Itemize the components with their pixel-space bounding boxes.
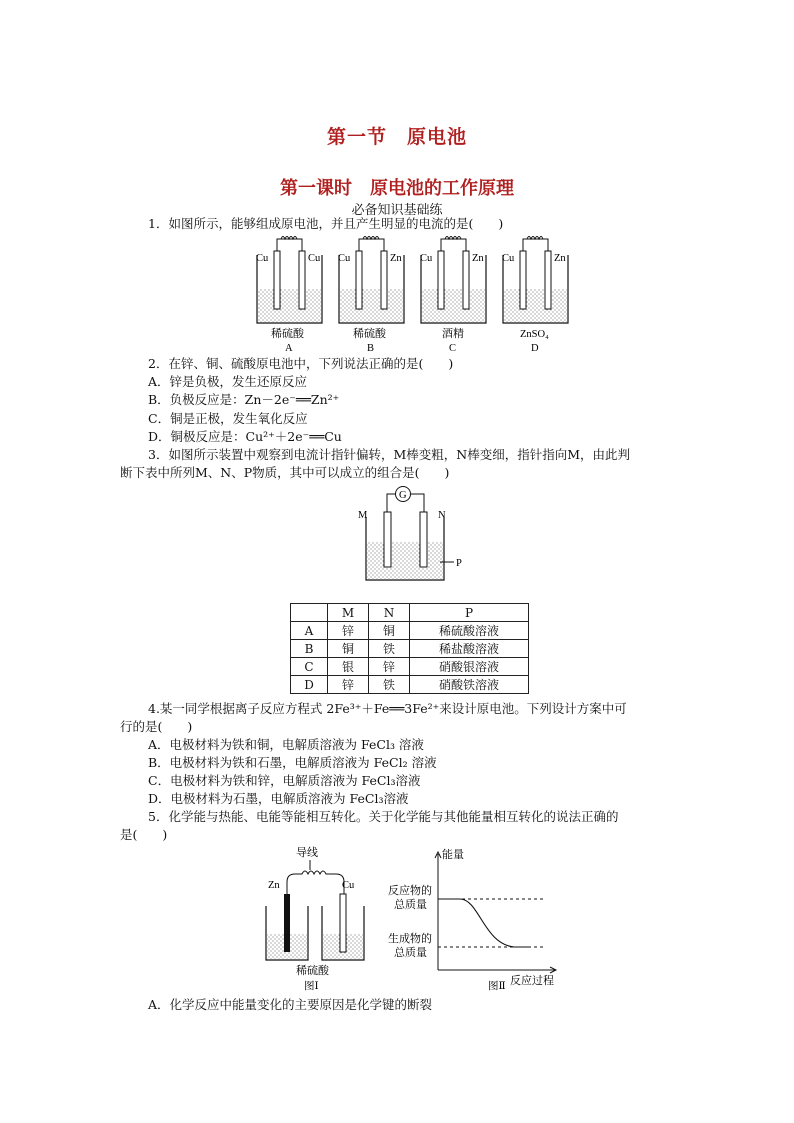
- product-label-1: 生成物的: [388, 932, 432, 945]
- reactant-label-1: 反应物的: [388, 884, 432, 897]
- energy-curve: [438, 899, 528, 947]
- q2-option-c: C．铜是正极，发生氧化反应: [148, 411, 308, 426]
- table-cell: 锌: [369, 658, 410, 676]
- q5-stem-line2: 是( ): [120, 827, 168, 842]
- solution-p-label: P: [456, 558, 462, 569]
- table-cell: 铜: [328, 640, 369, 658]
- q3-stem-line1: 3．如图所示装置中观察到电流计指针偏转，M棒变粗，N棒变细，指针指向M，由此判: [148, 447, 630, 462]
- wire-label: 导线: [296, 846, 318, 859]
- q4-option-d: D．电极材料为石墨，电解质溶液为 FeCl₃溶液: [148, 791, 409, 806]
- q3-figure: [352, 482, 472, 584]
- beaker-a-letter: A: [285, 343, 293, 354]
- table-cell: 银: [328, 658, 369, 676]
- product-label-2: 总质量: [394, 946, 427, 959]
- fig1-zn-label: Zn: [268, 880, 280, 891]
- lesson-title: 第一课时 原电池的工作原理: [280, 178, 514, 199]
- table-cell: 稀盐酸溶液: [410, 640, 529, 658]
- beaker-d-left-electrode: Cu: [502, 253, 515, 264]
- beaker-b-right-electrode: Zn: [390, 253, 402, 264]
- beaker-c-left-electrode: Cu: [420, 253, 433, 264]
- q1-stem: 1．如图所示，能够组成原电池，并且产生明显的电流的是( ): [148, 216, 504, 231]
- table-header-row: [291, 604, 529, 622]
- beaker-a: [256, 237, 322, 355]
- table-cell: A: [291, 622, 328, 640]
- table-cell: 硝酸银溶液: [410, 658, 529, 676]
- table-row: [291, 676, 529, 694]
- q5-stem-line1: 5．化学能与热能、电能等能相互转化。关于化学能与其他能量相互转化的说法正确的: [148, 809, 619, 824]
- q5-figure-1: [262, 842, 382, 994]
- q5-figure-2-energy-chart: [384, 842, 570, 994]
- beaker-c: [420, 237, 486, 355]
- table-header-cell: N: [369, 604, 410, 622]
- q5-option-a: A．化学反应中能量变化的主要原因是化学键的断裂: [148, 997, 433, 1012]
- chapter-title: 第一节 原电池: [326, 126, 467, 148]
- beaker-b-letter: B: [367, 343, 375, 354]
- reactant-label-2: 总质量: [394, 898, 427, 911]
- table-header-cell: [291, 604, 328, 622]
- table-cell: 锌: [328, 676, 369, 694]
- table-row: [291, 658, 529, 676]
- table-cell: B: [291, 640, 328, 658]
- table-cell: 锌: [328, 622, 369, 640]
- q4-stem-line1: 4.某一同学根据离子反应方程式 2Fe³⁺＋Fe══3Fe²⁺来设计原电池。下列设计方案中可: [148, 701, 627, 716]
- beaker-b: [338, 237, 404, 355]
- beaker-c-right-electrode: Zn: [472, 253, 484, 264]
- q4-option-a: A．电极材料为铁和铜，电解质溶液为 FeCl₃ 溶液: [148, 737, 424, 752]
- table-row: [291, 640, 529, 658]
- table-cell: 铁: [369, 640, 410, 658]
- beaker-a-right-electrode: Cu: [308, 253, 321, 264]
- q3-table: [290, 603, 529, 694]
- table-cell: D: [291, 676, 328, 694]
- q4-option-b: B．电极材料为铁和石墨，电解质溶液为 FeCl₂ 溶液: [148, 755, 437, 770]
- beaker-d-right-electrode: Zn: [554, 253, 566, 264]
- table-cell: 铁: [369, 676, 410, 694]
- section-heading: 必备知识基础练: [351, 203, 443, 218]
- x-axis-label: 反应过程: [510, 974, 554, 987]
- energy-axis-label: 能量: [442, 848, 464, 861]
- q4-stem-line2: 行的是( ): [120, 719, 193, 734]
- q2-option-a: A．锌是负极，发生还原反应: [148, 374, 308, 389]
- table-header-cell: M: [328, 604, 369, 622]
- beaker-a-solution: 稀硫酸: [271, 327, 304, 340]
- beaker-a-left-electrode: Cu: [256, 253, 269, 264]
- q1-figure: [252, 233, 564, 355]
- table-header-cell: P: [410, 604, 529, 622]
- table-cell: 硝酸铁溶液: [410, 676, 529, 694]
- electrode-m-label: M: [358, 510, 368, 521]
- q3-stem-line2: 断下表中所列M、N、P物质，其中可以成立的组合是( ): [120, 465, 450, 480]
- table-row: [291, 622, 529, 640]
- beaker-d-letter: D: [531, 343, 539, 354]
- q2-stem: 2．在锌、铜、硫酸原电池中，下列说法正确的是( ): [148, 356, 454, 371]
- beaker-b-solution: 稀硫酸: [353, 327, 386, 340]
- q2-option-b: B．负极反应是：Zn－2e⁻══Zn²⁺: [148, 392, 340, 407]
- beaker-c-solution: 酒精: [442, 327, 464, 340]
- table-cell: 铜: [369, 622, 410, 640]
- fig1-acid-label: 稀硫酸: [296, 964, 329, 977]
- electrode-n-label: N: [438, 510, 446, 521]
- beaker-d-solution: ZnSO₄: [520, 329, 549, 340]
- beaker-d: [502, 237, 568, 355]
- table-cell: 稀硫酸溶液: [410, 622, 529, 640]
- beaker-b-left-electrode: Cu: [338, 253, 351, 264]
- beaker-c-letter: C: [449, 343, 457, 354]
- galvanometer-label: G: [399, 490, 407, 501]
- q2-option-d: D．铜极反应是：Cu²⁺＋2e⁻══Cu: [148, 429, 342, 444]
- q4-option-c: C．电极材料为铁和锌，电解质溶液为 FeCl₃溶液: [148, 773, 421, 788]
- fig1-cu-label: Cu: [342, 880, 355, 891]
- fig1-caption: 图Ⅰ: [304, 980, 319, 992]
- fig2-caption: 图Ⅱ: [488, 980, 506, 992]
- table-cell: C: [291, 658, 328, 676]
